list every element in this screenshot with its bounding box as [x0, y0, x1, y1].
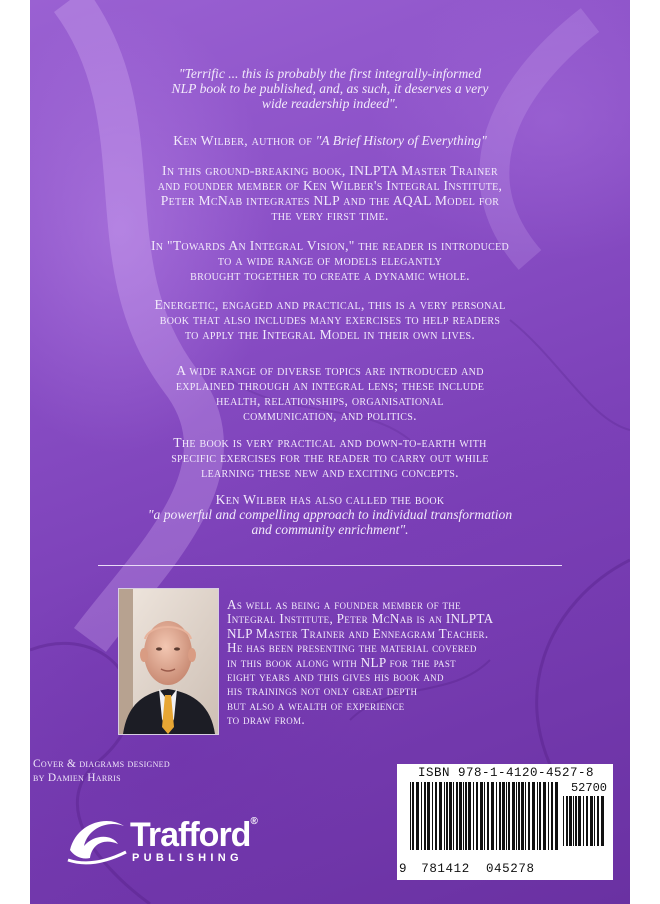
publisher-subtitle: PUBLISHING — [132, 852, 243, 864]
trademark-symbol: ® — [250, 816, 257, 827]
paragraph-line: explained through an integral lens; these include — [175, 378, 485, 393]
paragraph-line: In "Towards An Integral Vision," the reader is introduced — [150, 238, 510, 253]
paragraph-line: specific exercises for the reader to carry out while — [171, 450, 489, 465]
bio-line: Integral Institute, Peter McNab is an INLPTA — [227, 611, 494, 627]
ean-digits — [399, 862, 611, 876]
description-paragraph-4 — [90, 363, 570, 423]
closing-quote-line: "a powerful and compelling approach to individual transformation — [147, 507, 513, 522]
bio-line: NLP Master Trainer and Enneagram Teacher. — [227, 625, 489, 641]
closing-quote-line: and community enrichment". — [251, 522, 409, 537]
paragraph-line: to a wide range of models elegantly — [217, 253, 443, 268]
paragraph-line: the very first time. — [271, 208, 389, 223]
closing-line: Ken Wilber has also called the book — [215, 492, 445, 507]
quote-line: "Terrific ... this is probably the first integrally-informed — [178, 66, 482, 81]
paragraph-line: Peter McNab integrates NLP and the AQAL Model for — [160, 193, 500, 208]
bio-line: his trainings not only great depth — [227, 683, 418, 699]
publisher-name-text: Trafford — [130, 816, 251, 854]
paragraph-line: In this ground-breaking book, INLPTA Master Trainer — [162, 163, 498, 178]
quote-line: NLP book to be published, and, as such, it deserves a very — [171, 81, 489, 96]
bio-line: He has been presenting the material covered — [227, 640, 477, 656]
quote-line: wide readership indeed". — [261, 96, 399, 111]
bio-line: eight years and this gives his book and — [227, 669, 444, 685]
price-code: 52700 — [570, 781, 607, 795]
paragraph-line: learning these new and exciting concepts. — [201, 465, 459, 480]
author-photo — [118, 588, 219, 735]
bio-line: but also a wealth of experience — [227, 697, 405, 713]
credit-line: by Damien Harris — [33, 772, 121, 784]
paragraph-line: book that also includes many exercises to help readers — [159, 312, 501, 327]
ean-group-right: 045278 — [485, 862, 535, 876]
attribution-author: Ken Wilber, author of — [173, 133, 313, 148]
isbn-barcode — [397, 764, 613, 880]
closing-endorsement — [90, 492, 570, 537]
publisher-logo — [66, 810, 296, 870]
divider — [98, 565, 562, 566]
paragraph-line: brought together to create a dynamic whole. — [190, 268, 470, 283]
attribution-title: "A Brief History of Everything" — [315, 133, 487, 148]
bio-line: in this book along with NLP for the past — [227, 654, 456, 670]
ean-group-left: 781412 — [421, 862, 470, 876]
paragraph-line: A wide range of diverse topics are introduced and — [176, 363, 484, 378]
bio-line: to draw from. — [227, 712, 305, 728]
ean-bars — [409, 782, 559, 850]
paragraph-line: communication, and politics. — [243, 408, 417, 423]
cover-credit — [33, 757, 233, 785]
ean-lead-digit: 9 — [399, 862, 408, 876]
credit-line: Cover & diagrams designed — [33, 758, 170, 770]
description-paragraph-2 — [90, 238, 570, 283]
quote-attribution — [90, 133, 570, 148]
publisher-name — [130, 816, 257, 855]
paragraph-line: health, relationships, organisational — [216, 393, 444, 408]
paragraph-line: and founder member of Ken Wilber's Integral Institute, — [157, 178, 503, 193]
paragraph-line: The book is very practical and down-to-earth with — [173, 435, 487, 450]
back-cover — [30, 0, 630, 904]
endorsement-quote — [90, 66, 570, 111]
author-portrait-image — [119, 589, 218, 734]
author-bio — [227, 598, 567, 728]
price-addon-bars — [562, 796, 608, 852]
description-paragraph-5 — [90, 435, 570, 480]
paragraph-line: Energetic, engaged and practical, this is a very personal — [154, 297, 506, 312]
description-paragraph-3 — [90, 297, 570, 342]
paragraph-line: to apply the Integral Model in their own lives. — [184, 327, 476, 342]
isbn-number: ISBN 978-1-4120-4527-8 — [417, 766, 595, 780]
wave-swirl-icon — [66, 810, 130, 870]
description-paragraph-1 — [90, 163, 570, 223]
bio-line: As well as being a founder member of the — [227, 597, 461, 612]
